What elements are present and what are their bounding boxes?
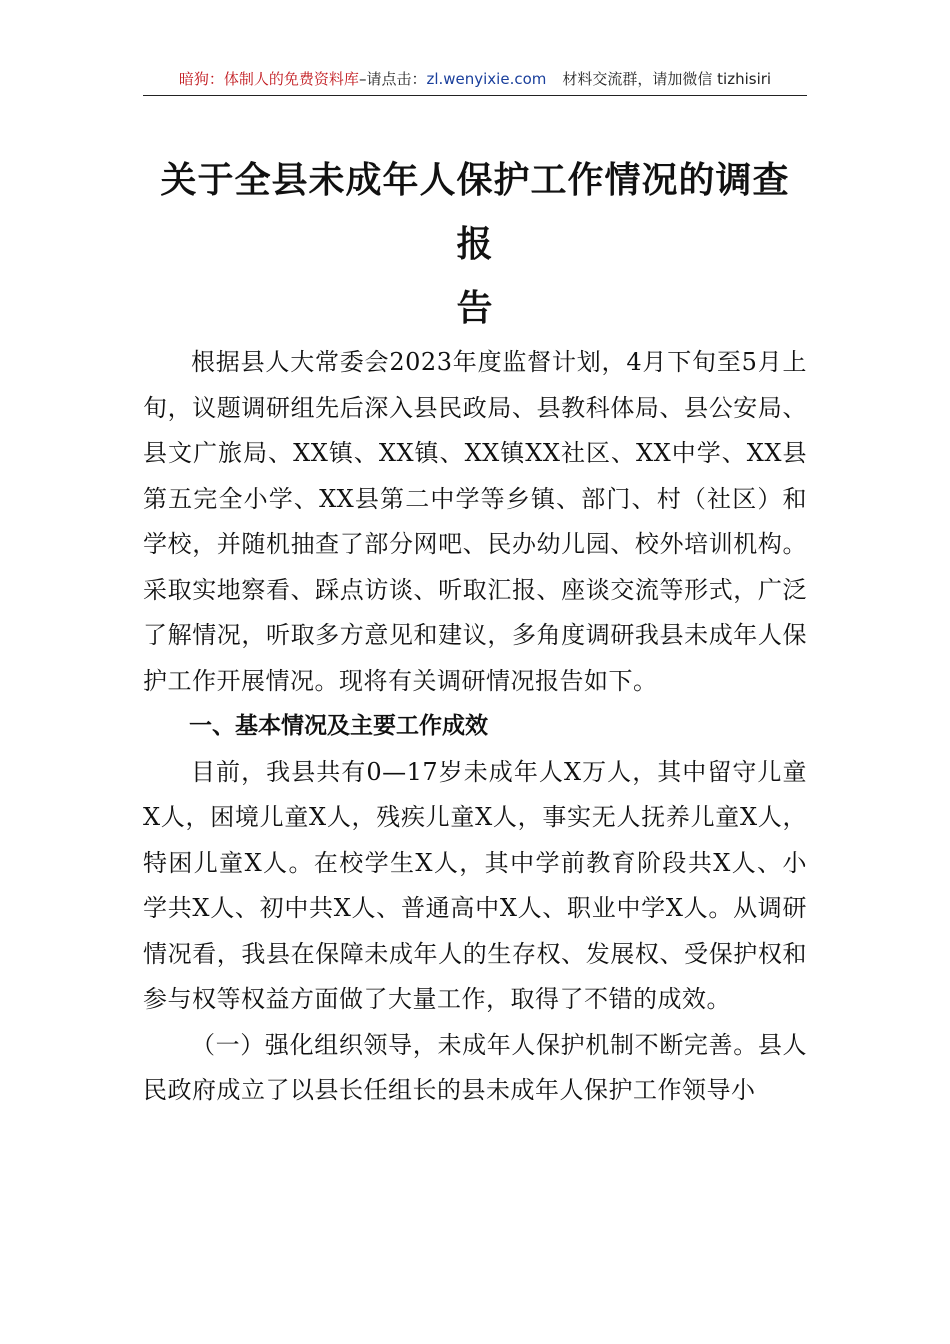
subsection-1-paragraph bbox=[143, 1023, 807, 1114]
header-wechat-note: 材料交流群，请加微信 tizhisiri bbox=[562, 70, 772, 88]
title-line-1: 关于全县未成年人保护工作情况的调查报 bbox=[160, 159, 790, 265]
header-click-prompt: –请点击： bbox=[358, 70, 427, 88]
subsection-1-heading: （一）强化组织领导，未成年人保护机制不断完善。 bbox=[191, 1030, 758, 1059]
header-brand: 暗狗：体制人的免费资料库 bbox=[178, 70, 359, 88]
header-url-link[interactable]: zl.wenyixie.com bbox=[426, 70, 547, 88]
subsection-1-text: 县人民政府成立了以县长任组长的县未成年人保护工作领导小 bbox=[143, 1030, 808, 1104]
section-1-heading: 一、基本情况及主要工作成效 bbox=[189, 713, 488, 739]
document-title bbox=[143, 148, 807, 340]
intro-paragraph: 根据县人大常委会2023年度监督计划，4月下旬至5月上旬，议题调研组先后深入县民政局、县教科体局、县公安局、县文广旅局、XX镇、XX镇、XX镇XX社区、XX中学、XX县第五完全小学、XX县第二中学等乡镇、部门、村（社区）和学校，并随机抽查了部分网吧、民办幼儿园、校外培训机构。采取实地察看、踩点访谈、听取汇报、座谈交流等形式，广泛了解情况，听取多方意见和建议，多角度调研我县未成年人保护工作开展情况。现将有关调研情况报告如下。 bbox=[143, 348, 807, 695]
page-header bbox=[143, 64, 807, 96]
section-1-paragraph: 目前，我县共有0—17岁未成年人X万人，其中留守儿童X人，困境儿童X人，残疾儿童X人，事实无人抚养儿童X人，特困儿童X人。在校学生X人，其中学前教育阶段共X人、小学共X人、初中共X人、普通高中X人、职业中学X人。从调研情况看，我县在保障未成年人的生存权、发展权、受保护权和参与权等权益方面做了大量工作，取得了不错的成效。 bbox=[143, 757, 807, 1013]
title-line-2: 告 bbox=[456, 287, 494, 329]
document-body bbox=[143, 340, 807, 1114]
